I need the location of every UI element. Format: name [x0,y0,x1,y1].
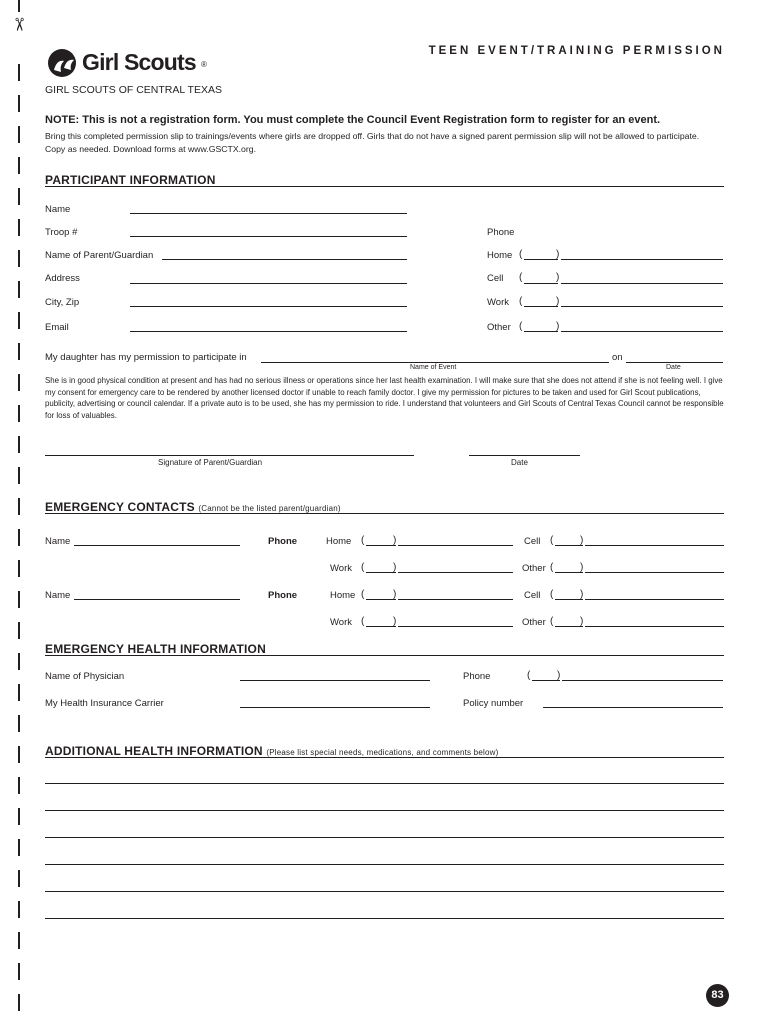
contact1-cell-label: Cell [524,536,541,547]
intro-text: Bring this completed permission slip to trainings/events where girls are dropped off. Girls that do not have a signed parent permission slip will not be allowed to participate. Copy as needed. Download forms at www.GSCTX.org. [45,131,700,154]
contact2-work-label: Work [330,617,352,628]
contact1-work-area-field[interactable] [366,572,396,573]
phone-work-label: Work [487,297,509,308]
contact2-other-close-paren: ) [580,616,584,627]
phone-home-close-paren: ) [556,249,560,260]
contact1-other-area-field[interactable] [555,572,583,573]
address-field[interactable] [130,283,407,284]
phone-cell-label: Cell [487,273,504,284]
additional-line-2[interactable] [45,810,724,811]
contact2-other-label: Other [522,617,546,628]
signature-field[interactable] [45,455,414,456]
participant-rule [45,186,724,187]
contact1-cell-open-paren: ( [550,535,554,546]
contact2-work-area-field[interactable] [366,626,396,627]
emergency-contacts-heading [45,500,341,514]
participant-name-label: Name [45,204,71,215]
city-zip-field[interactable] [130,306,407,307]
contact1-cell-area-field[interactable] [555,545,583,546]
contact2-cell-field[interactable] [585,599,724,600]
phone-home-label: Home [487,250,513,261]
phone-other-area-field[interactable] [524,331,558,332]
contact2-home-field[interactable] [398,599,513,600]
scissors-icon: ✂ [9,16,30,33]
phone-cell-close-paren: ) [556,272,560,283]
additional-line-5[interactable] [45,891,724,892]
contact2-work-open-paren: ( [361,616,365,627]
contact2-cell-open-paren: ( [550,589,554,600]
contact2-cell-area-field[interactable] [555,599,583,600]
signature-caption: Signature of Parent/Guardian [158,458,263,467]
contact1-name-label: Name [45,536,71,547]
contact1-cell-close-paren: ) [580,535,584,546]
contact2-name-field[interactable] [74,599,240,600]
registered-mark: ® [201,60,207,69]
participant-name-field[interactable] [130,213,407,214]
phone-home-area-field[interactable] [524,259,558,260]
phone-heading: Phone [487,227,515,238]
contact1-other-label: Other [522,563,546,574]
additional-line-3[interactable] [45,837,724,838]
additional-line-4[interactable] [45,864,724,865]
logo-text: Girl Scouts [82,49,196,75]
contact2-home-area-field[interactable] [366,599,396,600]
contact1-home-field[interactable] [398,545,513,546]
phone-work-area-field[interactable] [524,306,558,307]
address-label: Address [45,273,80,284]
on-label: on [612,352,623,363]
consent-text: She is in good physical condition at present and has had no serious illness or operations since her last health examination. I will make sure that she does not attend if she is not feeling well. I give my consent for emergency care to be rendered by another licensed doctor if unable to reach family doctor. I give my permission for pictures to be taken and used for Girl Scout publications, publicity, advertising or council calendar. If a private auto is to be used, she has my permission to ride. I understand that volunteers and Girl Scouts of Central Texas Council cannot be responsible for loss of valuables. [45,376,724,421]
contact2-other-field[interactable] [585,626,724,627]
page-number: 83 [711,989,724,1001]
physician-phone-field[interactable] [562,680,723,681]
contact1-home-open-paren: ( [361,535,365,546]
physician-phone-close-paren: ) [557,670,561,681]
participant-heading: PARTICIPANT INFORMATION [45,173,216,187]
form-title: TEEN EVENT/TRAINING PERMISSION [428,45,725,57]
permission-text: My daughter has my permission to participate in [45,352,247,363]
physician-phone-area-field[interactable] [532,680,560,681]
contact1-other-close-paren: ) [580,562,584,573]
contact1-other-open-paren: ( [550,562,554,573]
additional-line-6[interactable] [45,918,724,919]
phone-work-open-paren: ( [519,296,523,307]
name-of-event-caption: Name of Event [410,364,457,371]
event-date-field[interactable] [626,362,723,363]
physician-phone-open-paren: ( [527,670,531,681]
signature-date-field[interactable] [469,455,580,456]
contact2-home-open-paren: ( [361,589,365,600]
event-name-field[interactable] [261,362,609,363]
phone-other-close-paren: ) [556,321,560,332]
contact1-home-area-field[interactable] [366,545,396,546]
contact2-cell-close-paren: ) [580,589,584,600]
contact2-name-label: Name [45,590,71,601]
contact1-name-field[interactable] [74,545,240,546]
emergency-contacts-subheading: (Cannot be the listed parent/guardian) [198,504,341,513]
event-date-caption: Date [666,364,681,371]
troop-label: Troop # [45,227,78,238]
emergency-contacts-title: EMERGENCY CONTACTS [45,500,195,514]
health-heading: EMERGENCY HEALTH INFORMATION [45,642,266,656]
contact1-other-field[interactable] [585,572,724,573]
signature-date-caption: Date [511,458,528,467]
troop-field[interactable] [130,236,407,237]
contact2-other-area-field[interactable] [555,626,583,627]
phone-cell-field[interactable] [561,283,723,284]
contact1-work-open-paren: ( [361,562,365,573]
phone-cell-open-paren: ( [519,272,523,283]
contact2-work-close-paren: ) [393,616,397,627]
additional-title: ADDITIONAL HEALTH INFORMATION [45,744,263,758]
contact2-cell-label: Cell [524,590,541,601]
health-rule [45,655,724,656]
phone-other-label: Other [487,322,511,333]
contact1-home-close-paren: ) [393,535,397,546]
contact2-phone-label: Phone [268,590,298,601]
additional-heading [45,744,498,758]
parent-label: Name of Parent/Guardian [45,250,154,261]
contact1-work-field[interactable] [398,572,513,573]
contact1-cell-field[interactable] [585,545,724,546]
email-label: Email [45,322,69,333]
phone-work-field[interactable] [561,306,723,307]
physician-label: Name of Physician [45,671,125,682]
additional-line-1[interactable] [45,783,724,784]
contact2-other-open-paren: ( [550,616,554,627]
insurance-carrier-field[interactable] [240,707,430,708]
email-field[interactable] [130,331,407,332]
physician-phone-label: Phone [463,671,491,682]
emergency-contacts-rule [45,513,724,514]
phone-other-open-paren: ( [519,321,523,332]
phone-home-field[interactable] [561,259,723,260]
contact2-home-label: Home [330,590,356,601]
contact1-home-label: Home [326,536,352,547]
contact2-home-close-paren: ) [393,589,397,600]
contact1-work-label: Work [330,563,352,574]
contact1-phone-label: Phone [268,536,298,547]
contact2-work-field[interactable] [398,626,513,627]
council-name: GIRL SCOUTS OF CENTRAL TEXAS [45,84,222,96]
girl-scouts-logo [44,48,214,80]
insurance-carrier-label: My Health Insurance Carrier [45,698,164,709]
contact1-work-close-paren: ) [393,562,397,573]
phone-work-close-paren: ) [556,296,560,307]
city-zip-label: City, Zip [45,297,80,308]
phone-other-field[interactable] [561,331,723,332]
phone-home-open-paren: ( [519,249,523,260]
registration-note: NOTE: This is not a registration form. You must complete the Council Event Registration form to register for an event. [45,114,661,126]
phone-cell-area-field[interactable] [524,283,558,284]
trefoil-icon [44,48,80,78]
policy-number-field[interactable] [543,707,723,708]
physician-field[interactable] [240,680,430,681]
policy-number-label: Policy number [463,698,524,709]
page-number-badge [706,984,729,1007]
parent-field[interactable] [162,259,407,260]
additional-subheading: (Please list special needs, medications, and comments below) [266,748,499,757]
additional-rule [45,757,724,758]
